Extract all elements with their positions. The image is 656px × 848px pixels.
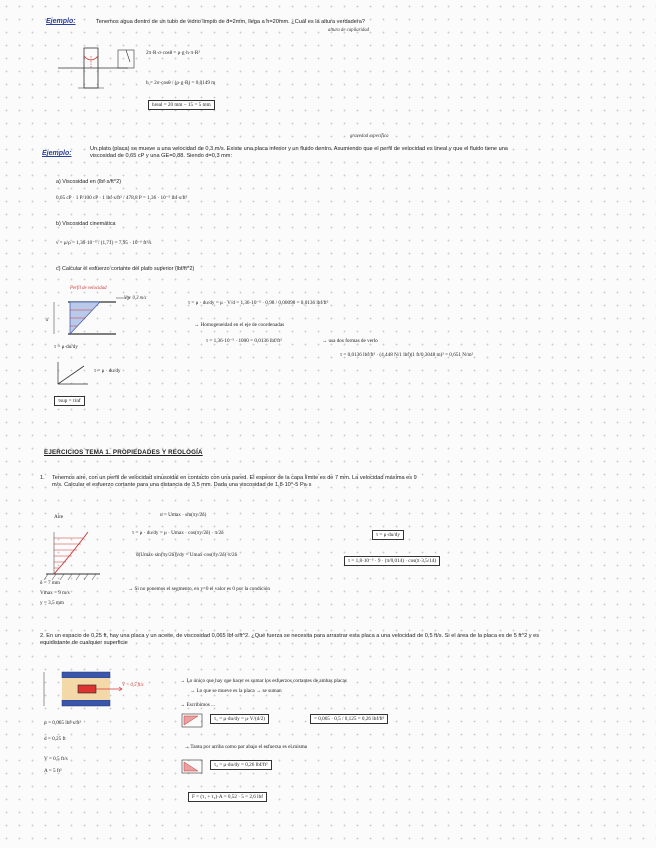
example-2-c-eq1: τ = μ · du/dy = μ · V/d = 1,36·10⁻⁵ · 0,98 / 0,00098 = 0,0136 lbf/ft²	[188, 300, 329, 306]
problem-1-number: 1.	[40, 475, 45, 481]
problem-1-eq1: τ = μ · du/dy = μ · Umax · cos(πy/2δ) · π/2δ	[132, 530, 224, 536]
example-2-b-eq: ν = μ/ρ = 1,36·10⁻⁵ / (1,71) = 7,95 · 10⁻⁶ ft²/s	[56, 240, 152, 246]
example-2-tau-def: τ = μ·du/dy	[54, 344, 78, 350]
problem-2-eq-tau1-val: = 0,065 · 0,5 / 0,125 = 0,26 lbf/ft²	[310, 714, 388, 724]
problem-2-note4: → Tanto por arriba como por abajo el esfuerzo es el mismo	[184, 744, 308, 750]
plate-between-walls-figure	[38, 668, 150, 714]
velocity-profile-v: V = 0,3 m/s	[124, 296, 147, 301]
problem-2-eq-tau2: τ₂ = μ·du/dy = 0,26 lbf/ft²	[210, 760, 272, 770]
example-2-c-eq2: τ = 1,36·10⁻⁵ · 1000 = 0,0136 lbf/ft²	[206, 338, 282, 344]
example-1-eq-b: h = 2σ·cosθ / (ρ·g·R) = 0,0149 m	[146, 80, 216, 86]
problem-2-question: 2. En un espacio de 0,25 ft, hay una placa y un aceite, de viscosidad 0,065 lbf·s/ft^2. ¿Qué fuerza se necesita para arrastrar esta placa a una velocidad de 0,5 ft/s. Si el área de la placa es de 5 ft^2 y es equidistante de cualquier superficie	[40, 633, 540, 646]
velocity-profile-label: Perfil de velocidad	[70, 286, 107, 291]
problem-2-side2: d = 0,25 ft	[44, 736, 66, 742]
problem-1-eq2: d(Umax·sin(πy/2δ))/dy = Umax·cos(πy/2δ)·π/2δ	[136, 552, 238, 558]
problem-2-side3: V = 0,5 ft/s	[44, 756, 68, 762]
example-2-c-note: → Homogeneidad en el eje de coordenadas	[194, 322, 285, 328]
problem-2-side1: μ = 0,065 lbf·s/ft²	[44, 720, 81, 726]
problem-1-fig-label-y: y = 3,5 mm	[40, 600, 64, 606]
upper-gap-triangle-icon	[182, 714, 204, 728]
shear-rate-plot	[56, 360, 90, 386]
example-1-annotation: altura de capilaridad	[328, 28, 370, 33]
velocity-profile-figure	[44, 292, 136, 346]
problem-1-note: → Si no ponemos el segmento, en y=0 el valor es 0 por la condición	[128, 586, 270, 592]
example-2-a-label: a) Viscosidad en (lbf·s/ft^2)	[56, 179, 122, 185]
example-1-tag: Ejemplo:	[46, 18, 76, 25]
example-2-b-label: b) Viscosidad cinemática	[56, 221, 116, 227]
velocity-profile-d: d	[46, 318, 49, 323]
problem-1-question: Tenemos aire, con un perfil de velocidad sinusoidal en contacto con una pared. El espesor de la capa límite es de 7 mm. La velocidad máxima es 9 m/s. Calcular el esfuerzo cortante para una distancia de 3,5 mm. Dada una viscosidad de 1,8·10^-5 Pa·s	[52, 475, 417, 488]
problem-2-side4: A = 5 ft²	[44, 768, 62, 774]
example-2-c-label: c) Calcular el esfuerzo cortante del plato superior (lbf/ft^2)	[56, 266, 195, 272]
example-2-c-box: τsup = τinf	[54, 396, 85, 406]
problem-1-box1: τ = μ·du/dy	[372, 530, 404, 540]
sinusoidal-profile-figure	[40, 526, 106, 588]
example-2-annotation: gravedad específica	[350, 134, 389, 139]
problem-2-note1: → Lo único que hay que hacer es sumar los esfuerzos cortantes de ambas placas	[180, 678, 347, 684]
problem-1-fig-label-delta: δ = 7 mm	[40, 580, 60, 586]
problem-2-eq-tau1: τ₁ = μ·du/dy = μ·V/(d/2)	[210, 714, 269, 724]
example-2-question: Un plato (placa) se mueve a una velocidad de 0,3 m/s. Existe una placa inferior y un fluido dentro. Asumiendo que el perfil de velocidad es lineal y que el fluido tiene una viscosidad de 0,65 cP y una GE=0,88. Siendo d=0,3 mm:	[90, 146, 508, 159]
capillary-tube-figure	[58, 42, 142, 98]
problem-2-fig-v: V = 0,5 ft/s	[122, 683, 144, 688]
problem-1-eq3: τ = 1,8·10⁻⁵ · 9 · (π/0,014) · cos(π·3,5/14)	[344, 556, 440, 566]
problem-2-eq-final: F = (τ₁ + τ₂)·A = 0,52 · 5 = 2,6 lbf	[188, 792, 267, 802]
problem-1-eq-top: u = Umax · sin(πy/2δ)	[160, 512, 207, 518]
problem-2-note3: → Escribimos ...	[180, 702, 216, 708]
example-1-question: Tenemos agua dentro de un tubo de vidrio limpio de d=2mm, llega a h=20mm. ¿Cuál es la altura verdadera?	[96, 19, 365, 25]
shear-rate-plot-eq: τ = μ · du/dy	[94, 368, 121, 374]
example-2-c-eq3: τ = 0,0136 lbf/ft² · (4,448 N/1 lbf)(1 ft/0,3048 m)² = 0,651 N/m²	[340, 352, 474, 358]
problem-1-fig-label-vmax: Vmax = 9 m/s	[40, 590, 70, 596]
example-2-c-note2: → usa dos formas de verlo	[322, 338, 378, 344]
problem-2-note2: → Lo que se mueve es la placa → se suman	[190, 688, 282, 694]
lower-gap-triangle-icon	[182, 760, 204, 774]
problem-1-fig-label-air: Aire	[54, 514, 64, 520]
example-1-eq-a: 2π·R·σ·cosθ = ρ·g·h·π·R²	[146, 50, 200, 56]
section-title: EJERCICIOS TEMA 1. PROPIEDADES Y REOLOGÍA	[44, 449, 203, 456]
example-2-a-eq: 0,65 cP · 1 P/100 cP · 1 lbf·s/ft² / 478,8 P = 1,36 · 10⁻⁵ lbf·s/ft²	[56, 195, 188, 201]
example-1-result: hreal = 20 mm − 15 = 5 mm	[148, 100, 215, 110]
example-2-tag: Ejemplo:	[42, 150, 72, 157]
